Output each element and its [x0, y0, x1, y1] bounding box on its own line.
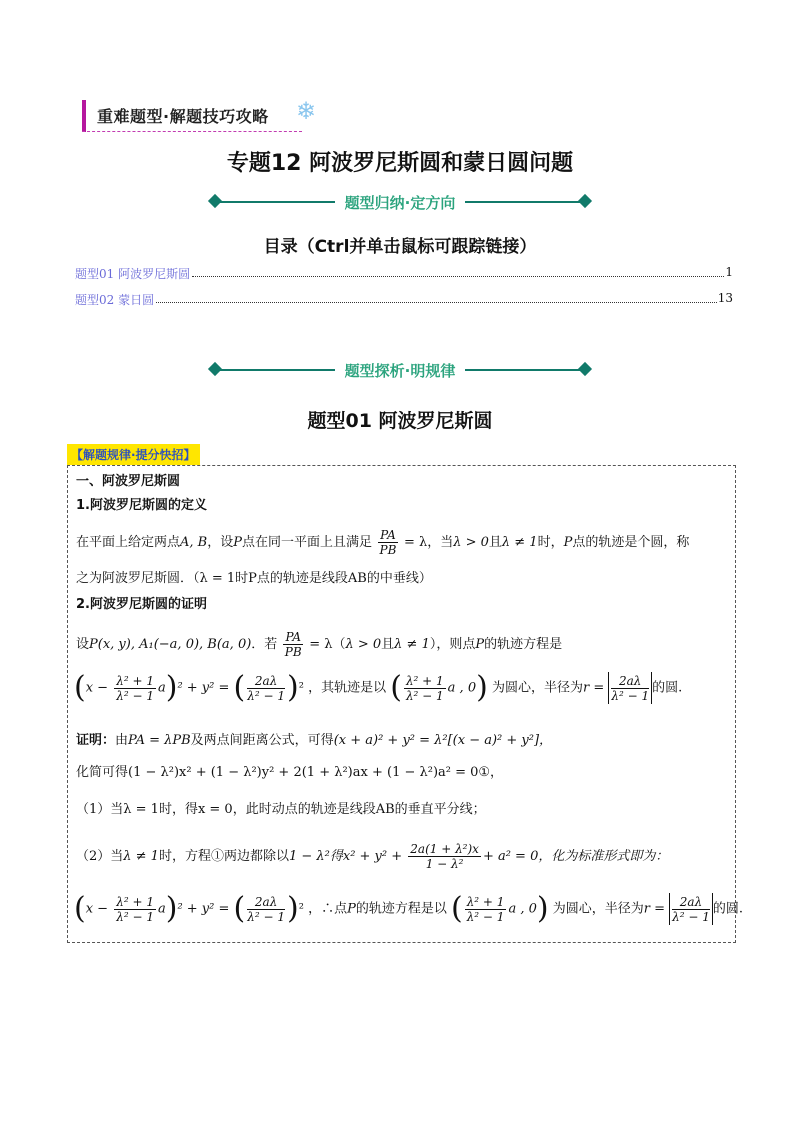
section-title: 题型01 阿波罗尼斯圆 — [307, 410, 493, 432]
banner-label: 题型探析·明规律 — [335, 362, 466, 380]
case-1: （1）当λ = 1时，得x = 0，此时动点的轨迹是线段AB的垂直平分线； — [76, 802, 486, 817]
header-divider — [82, 131, 302, 132]
definition-line: 在平面上给定两点A, B，设P点在同一平面上且满足 $\frac{PA}{PB}$ = λ，当λ > 0且λ ≠ 1时，P点的轨迹是个圆，称 — [76, 528, 690, 557]
section-banner-2 — [210, 362, 590, 378]
circle-equation-line: (x − $\frac{\text{λ² + 1}}{\text{λ² − 1}}$ a)² + y² = ( $\frac{2a\lambda}{\text{λ² − 1}}$ )² ，其轨迹是以 ( $\frac{\text{λ² + 1}}{\text{λ² − 1}}$ a , 0) 为圆心，半径为r = $\frac{2a\lambda}{\text{λ² − 1}}$ 的圆. — [74, 670, 683, 705]
toc-leader — [192, 265, 724, 277]
toc-item-label[interactable]: 题型02 蒙日圆 — [75, 293, 155, 307]
toc-item[interactable] — [75, 265, 733, 281]
simplified-equation: 化简可得(1 − λ²)x² + (1 − λ²)y² + 2(1 + λ²)ax + (1 − λ²)a² = 0①， — [76, 765, 504, 780]
heading-definition: 1.阿波罗尼斯圆的定义 — [76, 498, 207, 513]
toc-item[interactable] — [75, 291, 733, 307]
final-equation-line: (x − $\frac{\text{λ² + 1}}{\text{λ² − 1}}$ a)² + y² = ( $\frac{2a\lambda}{\text{λ² − 1}}$ )² ，∴点P的轨迹方程是以 ( $\frac{\text{λ² + 1}}{\text{λ² − 1}}$ a , 0) 为圆心，半径为r = $\frac{2a\lambda}{\text{λ² − 1}}$ 的圆. — [74, 891, 743, 926]
case-2: （2）当λ ≠ 1时，方程①两边都除以1 − λ²得x² + y² + $\frac{\text{2a(1 + λ²)x}}{\text{1 − λ²}}$ + a² = 0，化为标准形式即为： — [76, 842, 669, 871]
proof-line: 证明：由PA = λPB及两点间距离公式，可得(x + a)² + y² = λ²[(x − a)² + y²]， — [76, 733, 553, 748]
definition-line-2: 之为阿波罗尼斯圆．（λ = 1时P点的轨迹是线段AB的中垂线） — [76, 571, 432, 586]
section-banner-1 — [210, 194, 590, 210]
heading-1: 一、阿波罗尼斯圆 — [76, 474, 181, 489]
heading-proof: 2.阿波罗尼斯圆的证明 — [76, 597, 207, 612]
banner-label: 题型归纳·定方向 — [335, 194, 466, 212]
toc-leader — [156, 291, 717, 303]
toc-item-page: 1 — [725, 265, 733, 279]
ratio-fraction: $\frac{PA}{PB}$ — [379, 528, 397, 557]
toc-item-label[interactable]: 题型01 阿波罗尼斯圆 — [75, 267, 191, 281]
tips-tag: 【解题规律·提分快招】 — [67, 444, 200, 465]
proof-setup-line: 设P(x, y), A₁(−a, 0), B(a, 0)．若 $\frac{PA}{PB}$ = λ（λ > 0且λ ≠ 1），则点P的轨迹方程是 — [76, 630, 563, 659]
toc-title: 目录（Ctrl并单击鼠标可跟踪链接） — [263, 237, 537, 257]
header-accent-bar — [82, 100, 86, 132]
snowflake-icon: ❄ — [296, 97, 317, 125]
header-tag: 重难题型·解题技巧攻略 — [97, 107, 269, 126]
toc-item-page: 13 — [717, 291, 733, 305]
page-title: 专题12 阿波罗尼斯圆和蒙日圆问题 — [226, 151, 574, 176]
